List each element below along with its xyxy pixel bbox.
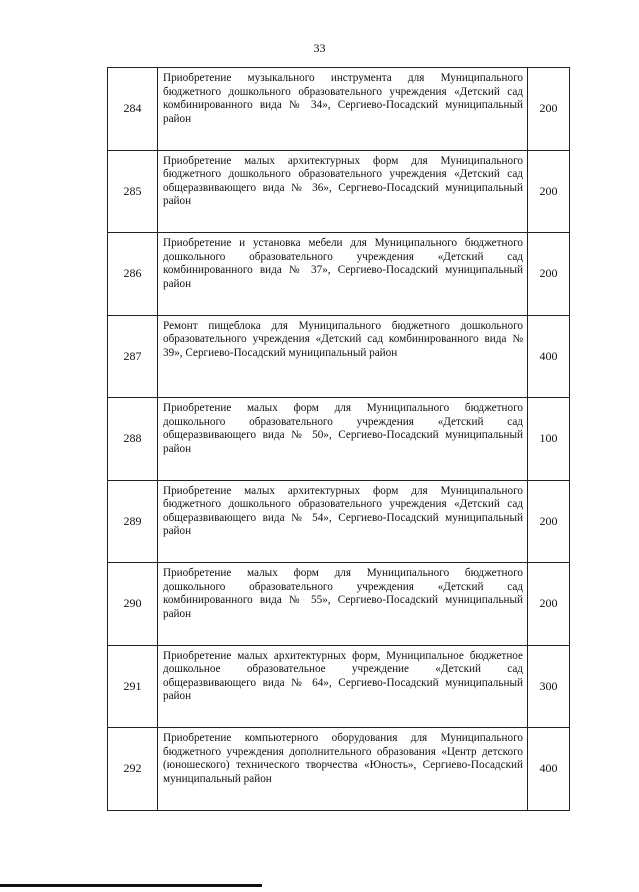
row-number: 287 [108, 315, 158, 398]
row-description: Приобретение компьютерного оборудования для Муниципального бюджетного учреждения дополнительного образования «Центр детского (юношеского) технического творчества «Юность», Сергиево-Посадский муниципальный район [158, 728, 528, 811]
row-description: Приобретение малых архитектурных форм для Муниципального бюджетного дошкольного образовательного учреждения «Детский сад общеразвивающего вида № 54», Сергиево-Посадский муниципальный район [158, 480, 528, 563]
row-description: Приобретение малых архитектурных форм, Муниципальное бюджетное дошкольное образовательное учреждение «Детский сад общеразвивающего вида № 64», Сергиево-Посадский муниципальный район [158, 645, 528, 728]
row-description: Приобретение музыкального инструмента для Муниципального бюджетного дошкольного образовательного учреждения «Детский сад комбинированного вида № 34», Сергиево-Посадский муниципальный район [158, 68, 528, 151]
table-row [108, 315, 570, 398]
row-description: Приобретение и установка мебели для Муниципального бюджетного дошкольного образовательного учреждения «Детский сад комбинированного вида № 37», Сергиево-Посадский муниципальный район [158, 233, 528, 316]
row-amount: 200 [528, 150, 570, 233]
row-amount: 300 [528, 645, 570, 728]
row-amount: 200 [528, 233, 570, 316]
table-row [108, 68, 570, 151]
row-amount: 200 [528, 480, 570, 563]
row-number: 292 [108, 728, 158, 811]
row-number: 291 [108, 645, 158, 728]
row-amount: 200 [528, 68, 570, 151]
row-description: Ремонт пищеблока для Муниципального бюджетного дошкольного образовательного учреждения «Детский сад комбинированного вида № 39», Сергиево-Посадский муниципальный район [158, 315, 528, 398]
row-number: 289 [108, 480, 158, 563]
row-number: 284 [108, 68, 158, 151]
table-row [108, 480, 570, 563]
row-description: Приобретение малых форм для Муниципального бюджетного дошкольного образовательного учреждения «Детский сад комбинированного вида № 55», Сергиево-Посадский муниципальный район [158, 563, 528, 646]
table-row [108, 233, 570, 316]
row-description: Приобретение малых форм для Муниципального бюджетного дошкольного образовательного учреждения «Детский сад общеразвивающего вида № 50», Сергиево-Посадский муниципальный район [158, 398, 528, 481]
items-table [107, 67, 570, 811]
row-amount: 200 [528, 563, 570, 646]
row-description: Приобретение малых архитектурных форм для Муниципального бюджетного дошкольного образовательного учреждения «Детский сад общеразвивающего вида № 36», Сергиево-Посадский муниципальный район [158, 150, 528, 233]
table-row [108, 150, 570, 233]
row-number: 285 [108, 150, 158, 233]
table-row [108, 728, 570, 811]
page-number: 33 [313, 41, 326, 55]
row-amount: 400 [528, 315, 570, 398]
table-row [108, 563, 570, 646]
footer-rule [0, 884, 262, 887]
row-number: 288 [108, 398, 158, 481]
row-number: 290 [108, 563, 158, 646]
table-row [108, 398, 570, 481]
table-row [108, 645, 570, 728]
row-amount: 100 [528, 398, 570, 481]
row-number: 286 [108, 233, 158, 316]
row-amount: 400 [528, 728, 570, 811]
